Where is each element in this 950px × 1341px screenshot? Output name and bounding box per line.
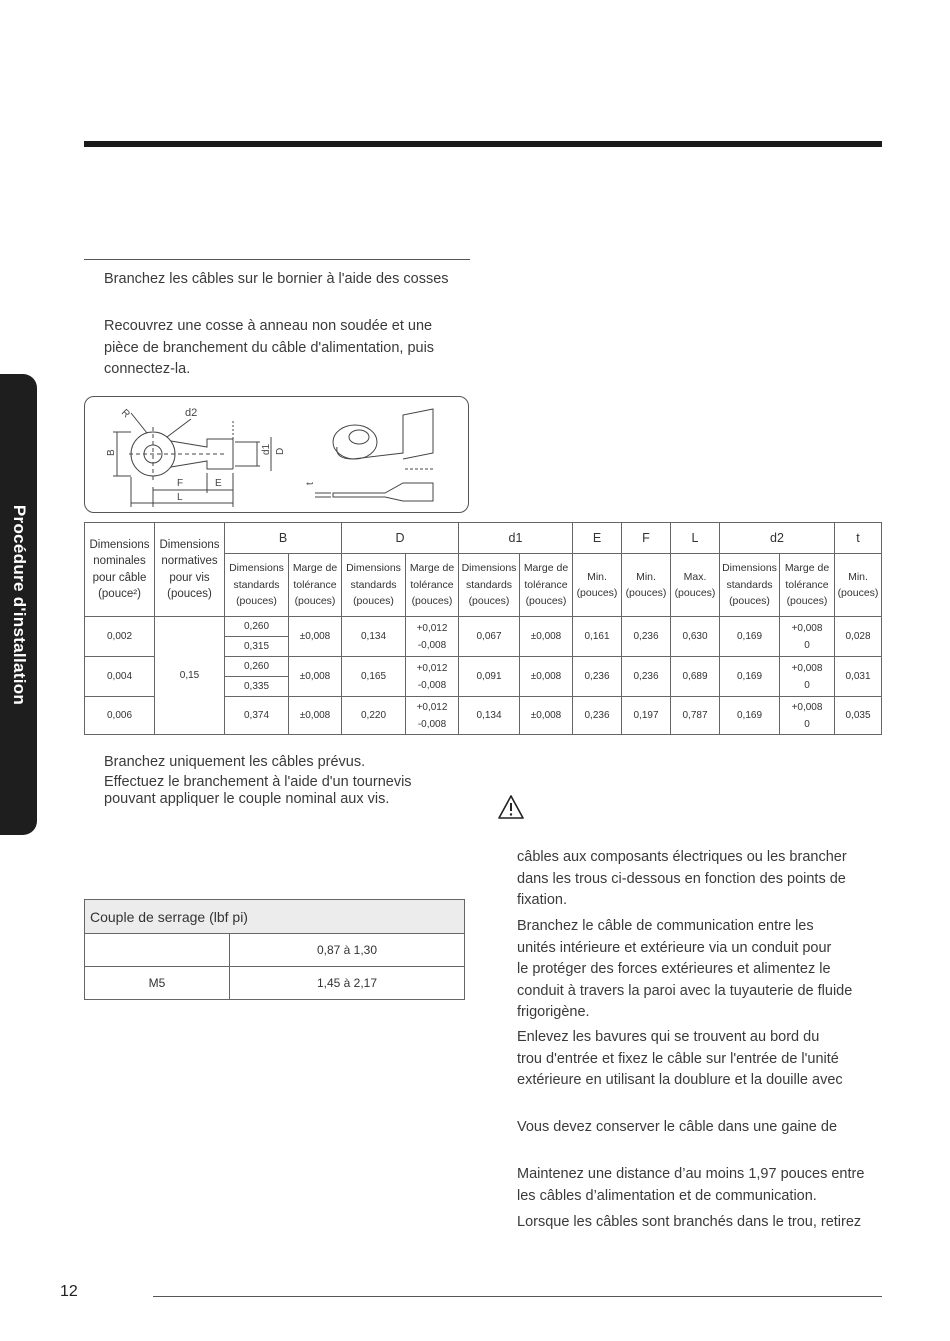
cell-d1-tol: ±0,008 xyxy=(520,617,573,657)
cell-d-std: 0,220 xyxy=(342,697,406,735)
header-row-1 xyxy=(85,523,882,554)
cell-d1-tol: ±0,008 xyxy=(520,697,573,735)
line: Enlevez les bavures qui se trouvent au bord du xyxy=(517,1029,820,1045)
cell-torque: 1,45 à 2,17 xyxy=(230,967,465,1000)
t: (pouces) xyxy=(294,595,336,608)
paragraph-connect-only: Branchez uniquement les câbles prévus. xyxy=(104,754,366,770)
t: Marge de xyxy=(784,562,830,575)
header-min xyxy=(573,554,622,617)
t: Min. xyxy=(587,570,607,583)
t: (pouces) xyxy=(786,595,828,608)
header-tol xyxy=(406,554,459,617)
paragraph-connect-terminals: Branchez les câbles sur le bornier à l'aide des cosses xyxy=(104,271,449,287)
cell-f: 0,236 xyxy=(622,657,671,697)
ring-terminal-spec-table xyxy=(84,522,882,735)
cell-b-tol: ±0,008 xyxy=(289,657,342,697)
warning-triangle-icon xyxy=(497,794,525,820)
header-text: pour câble xyxy=(92,571,147,584)
cell-torque: 0,87 à 1,30 xyxy=(230,934,465,967)
cell-d2-tol xyxy=(780,617,835,657)
t: (pouces) xyxy=(468,595,510,608)
header-std xyxy=(342,554,406,617)
t: +0,008 xyxy=(791,662,823,674)
t: (pouces) xyxy=(625,587,667,599)
cell-l: 0,787 xyxy=(671,697,720,735)
paragraph-burrs xyxy=(517,1027,843,1092)
cell-d2-std: 0,169 xyxy=(720,617,780,657)
t: standards xyxy=(350,578,397,591)
t: standards xyxy=(233,578,280,591)
cell-b-std: 0,335 xyxy=(225,677,289,697)
t: tolérance xyxy=(293,578,337,591)
t: (pouces) xyxy=(576,587,618,599)
header-std xyxy=(459,554,520,617)
header-b: B xyxy=(225,523,342,554)
t: Dimensions xyxy=(461,562,517,575)
cell-b-std: 0,315 xyxy=(225,637,289,657)
t: (pouces) xyxy=(525,595,567,608)
line: fixation. xyxy=(517,892,567,908)
header-tol xyxy=(780,554,835,617)
header-d: D xyxy=(342,523,459,554)
paragraph-cover-lug xyxy=(104,316,434,381)
table-row xyxy=(85,934,465,967)
table-row xyxy=(85,967,465,1000)
cell-e: 0,236 xyxy=(573,697,622,735)
line: connectez-la. xyxy=(104,361,191,377)
label-b: B xyxy=(106,449,117,456)
t: (pouces) xyxy=(837,587,879,599)
cell-d-std: 0,134 xyxy=(342,617,406,657)
t: Marge de xyxy=(409,562,455,575)
cell-b-tol: ±0,008 xyxy=(289,697,342,735)
t: Marge de xyxy=(292,562,338,575)
cell-f: 0,197 xyxy=(622,697,671,735)
footer-rule xyxy=(153,1296,882,1297)
cell-d-tol xyxy=(406,657,459,697)
t: 0 xyxy=(804,679,810,691)
page-number: 12 xyxy=(60,1283,78,1300)
t: Min. xyxy=(848,570,868,583)
label-t: t xyxy=(305,482,316,485)
cell-f: 0,236 xyxy=(622,617,671,657)
cell-b-std: 0,260 xyxy=(225,657,289,677)
line: Recouvrez une cosse à anneau non soudée et une xyxy=(104,318,433,334)
cell-d1-tol: ±0,008 xyxy=(520,657,573,697)
t: +0,012 xyxy=(416,701,448,713)
paragraph-sheath: Vous devez conserver le câble dans une gaine de xyxy=(517,1119,838,1135)
cell-d1-std: 0,091 xyxy=(459,657,520,697)
cell-screw xyxy=(85,934,230,967)
cell-b-std: 0,374 xyxy=(225,697,289,735)
cell-t: 0,028 xyxy=(835,617,882,657)
cell-l: 0,630 xyxy=(671,617,720,657)
header-max xyxy=(671,554,720,617)
cell-screw: 0,15 xyxy=(155,617,225,735)
cell-d-std: 0,165 xyxy=(342,657,406,697)
t: (pouces) xyxy=(411,595,453,608)
t: -0,008 xyxy=(417,679,447,691)
cell-screw: M5 xyxy=(85,967,230,1000)
header-normative xyxy=(155,523,225,617)
header-text: nominales xyxy=(93,555,146,567)
side-tab xyxy=(0,374,37,835)
cell-d2-tol xyxy=(780,697,835,735)
t: Min. xyxy=(636,570,656,583)
t: tolérance xyxy=(410,578,454,591)
cell-d2-std: 0,169 xyxy=(720,657,780,697)
header-t: t xyxy=(835,523,882,554)
side-tab-label: Procédure d'installation xyxy=(9,504,29,705)
cell-cable: 0,006 xyxy=(85,697,155,735)
ring-terminal-diagram xyxy=(84,396,469,513)
paragraph-cables-components xyxy=(517,847,847,912)
line: Branchez le câble de communication entre les xyxy=(517,918,814,934)
line: Effectuez le branchement à l'aide d'un tournevis xyxy=(104,774,412,790)
header-text: (pouce²) xyxy=(98,588,141,600)
header-text: pour vis xyxy=(169,571,210,584)
t: Dimensions xyxy=(229,562,284,575)
table-row xyxy=(85,617,882,637)
t: +0,012 xyxy=(416,662,448,674)
header-d2: d2 xyxy=(720,523,835,554)
t: -0,008 xyxy=(417,718,447,730)
t: +0,008 xyxy=(791,622,823,634)
t: tolérance xyxy=(524,578,568,591)
line: frigorigène. xyxy=(517,1004,590,1020)
cell-d-tol xyxy=(406,617,459,657)
t: (pouces) xyxy=(729,595,770,608)
header-f: F xyxy=(622,523,671,554)
torque-header-row xyxy=(85,900,465,934)
label-d1: d1 xyxy=(261,443,272,455)
cell-b-std: 0,260 xyxy=(225,617,289,637)
torque-table xyxy=(84,899,465,1000)
header-std xyxy=(720,554,780,617)
paragraph-communication-cable xyxy=(517,916,852,1024)
line: le protéger des forces extérieures et alimentez le xyxy=(517,961,831,977)
header-tol xyxy=(289,554,342,617)
cell-d2-std: 0,169 xyxy=(720,697,780,735)
cell-d2-tol xyxy=(780,657,835,697)
header-e: E xyxy=(573,523,622,554)
header-min xyxy=(835,554,882,617)
header-nominal xyxy=(85,523,155,617)
label-l: L xyxy=(177,492,183,503)
t: (pouces) xyxy=(353,595,394,608)
t: (pouces) xyxy=(236,595,277,608)
t: tolérance xyxy=(785,578,829,591)
line: Maintenez une distance d’au moins 1,97 pouces entre xyxy=(517,1166,865,1182)
ring-terminal-drawing xyxy=(85,397,470,514)
label-r: R xyxy=(118,407,132,421)
t: Marge de xyxy=(523,562,569,575)
line: unités intérieure et extérieure via un conduit pour xyxy=(517,939,832,956)
t: 0 xyxy=(804,718,810,730)
header-text: (pouces) xyxy=(167,588,212,600)
line: extérieure en utilisant la doublure et la douille avec xyxy=(517,1072,843,1088)
cell-t: 0,031 xyxy=(835,657,882,697)
header-tol xyxy=(520,554,573,617)
header-d1: d1 xyxy=(459,523,573,554)
t: Dimensions xyxy=(346,562,401,575)
paragraph-screwdriver xyxy=(104,774,412,808)
cell-d1-std: 0,134 xyxy=(459,697,520,735)
t: Dimensions xyxy=(722,562,777,575)
cell-b-tol: ±0,008 xyxy=(289,617,342,657)
label-f: F xyxy=(177,478,184,489)
cell-t: 0,035 xyxy=(835,697,882,735)
cell-cable: 0,004 xyxy=(85,657,155,697)
line: pouvant appliquer le couple nominal aux vis. xyxy=(104,791,390,807)
t: standards xyxy=(726,578,773,591)
cell-e: 0,236 xyxy=(573,657,622,697)
line: conduit à travers la paroi avec la tuyauterie de fluide xyxy=(517,982,853,999)
cell-d1-std: 0,067 xyxy=(459,617,520,657)
header-min xyxy=(622,554,671,617)
t: +0,012 xyxy=(416,622,448,634)
line: trou d'entrée et fixez le câble sur l'entrée de l'unité xyxy=(517,1050,839,1067)
paragraph-distance xyxy=(517,1164,864,1207)
label-d2: d2 xyxy=(185,407,198,419)
top-rule xyxy=(84,141,882,147)
cell-l: 0,689 xyxy=(671,657,720,697)
header-l: L xyxy=(671,523,720,554)
t: Max. xyxy=(683,570,707,583)
line: pièce de branchement du câble d'alimentation, puis xyxy=(104,339,435,356)
cell-e: 0,161 xyxy=(573,617,622,657)
t: 0 xyxy=(804,639,810,651)
line: les câbles d’alimentation et de communication. xyxy=(517,1187,817,1204)
header-text: Dimensions xyxy=(159,538,220,551)
line: câbles aux composants électriques ou les brancher xyxy=(517,849,847,865)
label-d: D xyxy=(275,447,286,455)
header-std xyxy=(225,554,289,617)
line: dans les trous ci-dessous en fonction des points de xyxy=(517,870,846,887)
section-rule xyxy=(84,259,470,260)
paragraph-remove: Lorsque les câbles sont branchés dans le trou, retirez xyxy=(517,1214,862,1230)
t: standards xyxy=(465,578,513,591)
header-text: Dimensions xyxy=(89,538,150,551)
t: (pouces) xyxy=(674,587,716,599)
t: +0,008 xyxy=(791,701,823,713)
torque-header: Couple de serrage (lbf pi) xyxy=(85,900,465,934)
header-text: normatives xyxy=(161,555,218,567)
cell-cable: 0,002 xyxy=(85,617,155,657)
cell-d-tol xyxy=(406,697,459,735)
label-e: E xyxy=(215,478,222,489)
t: -0,008 xyxy=(417,639,447,651)
